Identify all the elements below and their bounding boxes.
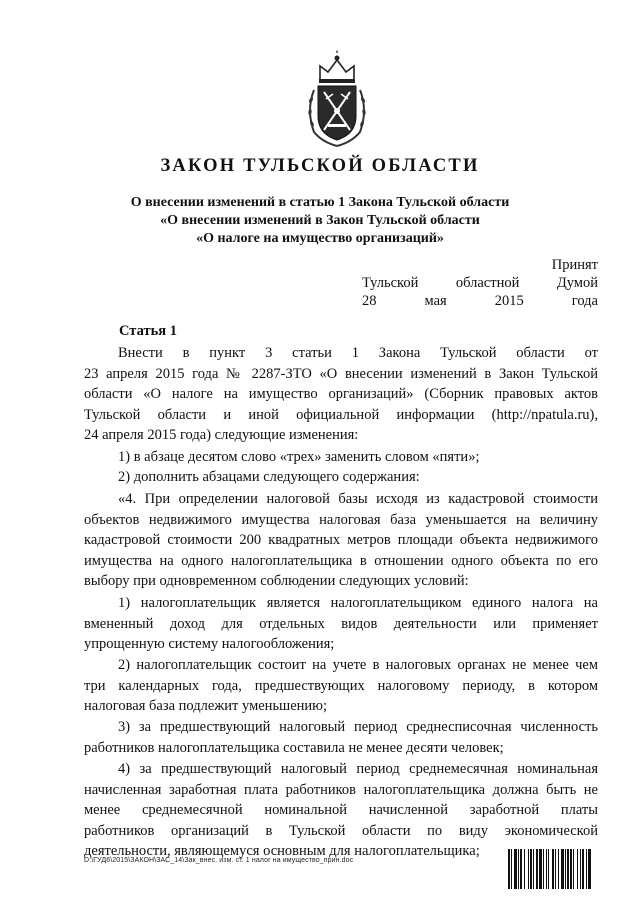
barcode-image — [508, 849, 618, 889]
law-title: ЗАКОН ТУЛЬСКОЙ ОБЛАСТИ — [160, 156, 480, 176]
adopted-date-year: 2015 — [494, 293, 524, 309]
adopted-word: Думой — [556, 275, 598, 291]
file-path-footer: D:\ГУД6\2015\ЗАКОН\ЗАС_14\Зак_внес. изм. ст. 1 налог на имущество_прин.doc — [84, 857, 354, 864]
paragraph-line: объектов недвижимого имущества налоговая база уменьшается на величину — [84, 511, 598, 528]
paragraph-line: «4. При определении налоговой базы исходя из кадастровой стоимости — [118, 491, 598, 507]
paragraph-line: вмененный доход для отдельных видов деятельности или применяет — [84, 615, 598, 632]
paragraph-line: 2) дополнить абзацами следующего содержания: — [118, 469, 420, 485]
paragraph-line: работников организаций в Тульской области по виду экономической — [84, 822, 598, 839]
paragraph-line: начисленная заработная плата работников налогоплательщика должна быть не — [84, 781, 598, 798]
adopted-word: областной — [455, 275, 520, 291]
paragraph-line: 3) за предшествующий налоговый период среднесписочная численность — [118, 719, 598, 735]
paragraph-line: 2) налогоплательщик состоит на учете в налоговых органах не менее чем — [118, 657, 598, 673]
adopted-word: Тульской — [362, 275, 419, 291]
paragraph-line: упрощенную систему налогообложения; — [84, 636, 335, 652]
paragraph-line: налоговая база подлежит уменьшению; — [84, 698, 328, 714]
subtitle-line-1: О внесении изменений в статью 1 Закона Тульской области — [130, 195, 510, 210]
coat-of-arms-emblem — [302, 50, 372, 150]
adopted-label: Принят — [551, 257, 598, 273]
paragraph-line: 23 апреля 2015 года № 2287-ЗТО «О внесении изменений в Закон Тульской — [84, 365, 598, 382]
paragraph-line: 4) за предшествующий налоговый период среднемесячная номинальная — [118, 761, 598, 777]
adopted-date-month: мая — [424, 293, 447, 309]
paragraph-line: выбору при одновременном соблюдении следующих условий: — [84, 573, 469, 589]
paragraph-line: три календарных года, предшествующих налоговому периоду, в котором — [84, 677, 598, 694]
paragraph-line: деятельности, являющемуся основным для налогоплательщика; — [84, 843, 480, 859]
paragraph-line: Внести в пункт 3 статьи 1 Закона Тульской области от — [118, 345, 598, 361]
paragraph-line: менее среднемесячной номинальной начисленной заработной платы — [84, 802, 598, 818]
adopted-by-line — [362, 274, 598, 292]
subtitle-line-3: «О налоге на имущество организаций» — [196, 231, 444, 246]
adopted-date-suffix: года — [571, 293, 598, 309]
adopted-date-day: 28 — [362, 293, 377, 309]
paragraph-line: 1) в абзаце десятом слово «трех» заменить словом «пяти»; — [118, 449, 480, 465]
adoption-block — [362, 256, 598, 310]
adopted-date-line — [362, 292, 598, 310]
paragraph-line: области «О налоге на имущество организаций» (Сборник правовых актов — [84, 386, 598, 402]
article-heading: Статья 1 — [119, 323, 177, 339]
paragraph-line: 1) налогоплательщик является налогоплательщиком единого налога на — [118, 595, 598, 611]
paragraph-line: работников налогоплательщика составила не менее десяти человек; — [84, 739, 504, 756]
paragraph-line: Тульской области и иной официальной информации (http://npatula.ru), — [84, 406, 598, 423]
paragraph-line: кадастровой стоимости 200 квадратных метров площади объекта недвижимого — [84, 532, 598, 548]
paragraph-line: имущества на одного налогоплательщика в отношении одного объекта по его — [84, 552, 598, 569]
paragraph-line: 24 апреля 2015 года) следующие изменения: — [84, 427, 359, 443]
subtitle-line-2: «О внесении изменений в Закон Тульской области — [160, 213, 480, 228]
